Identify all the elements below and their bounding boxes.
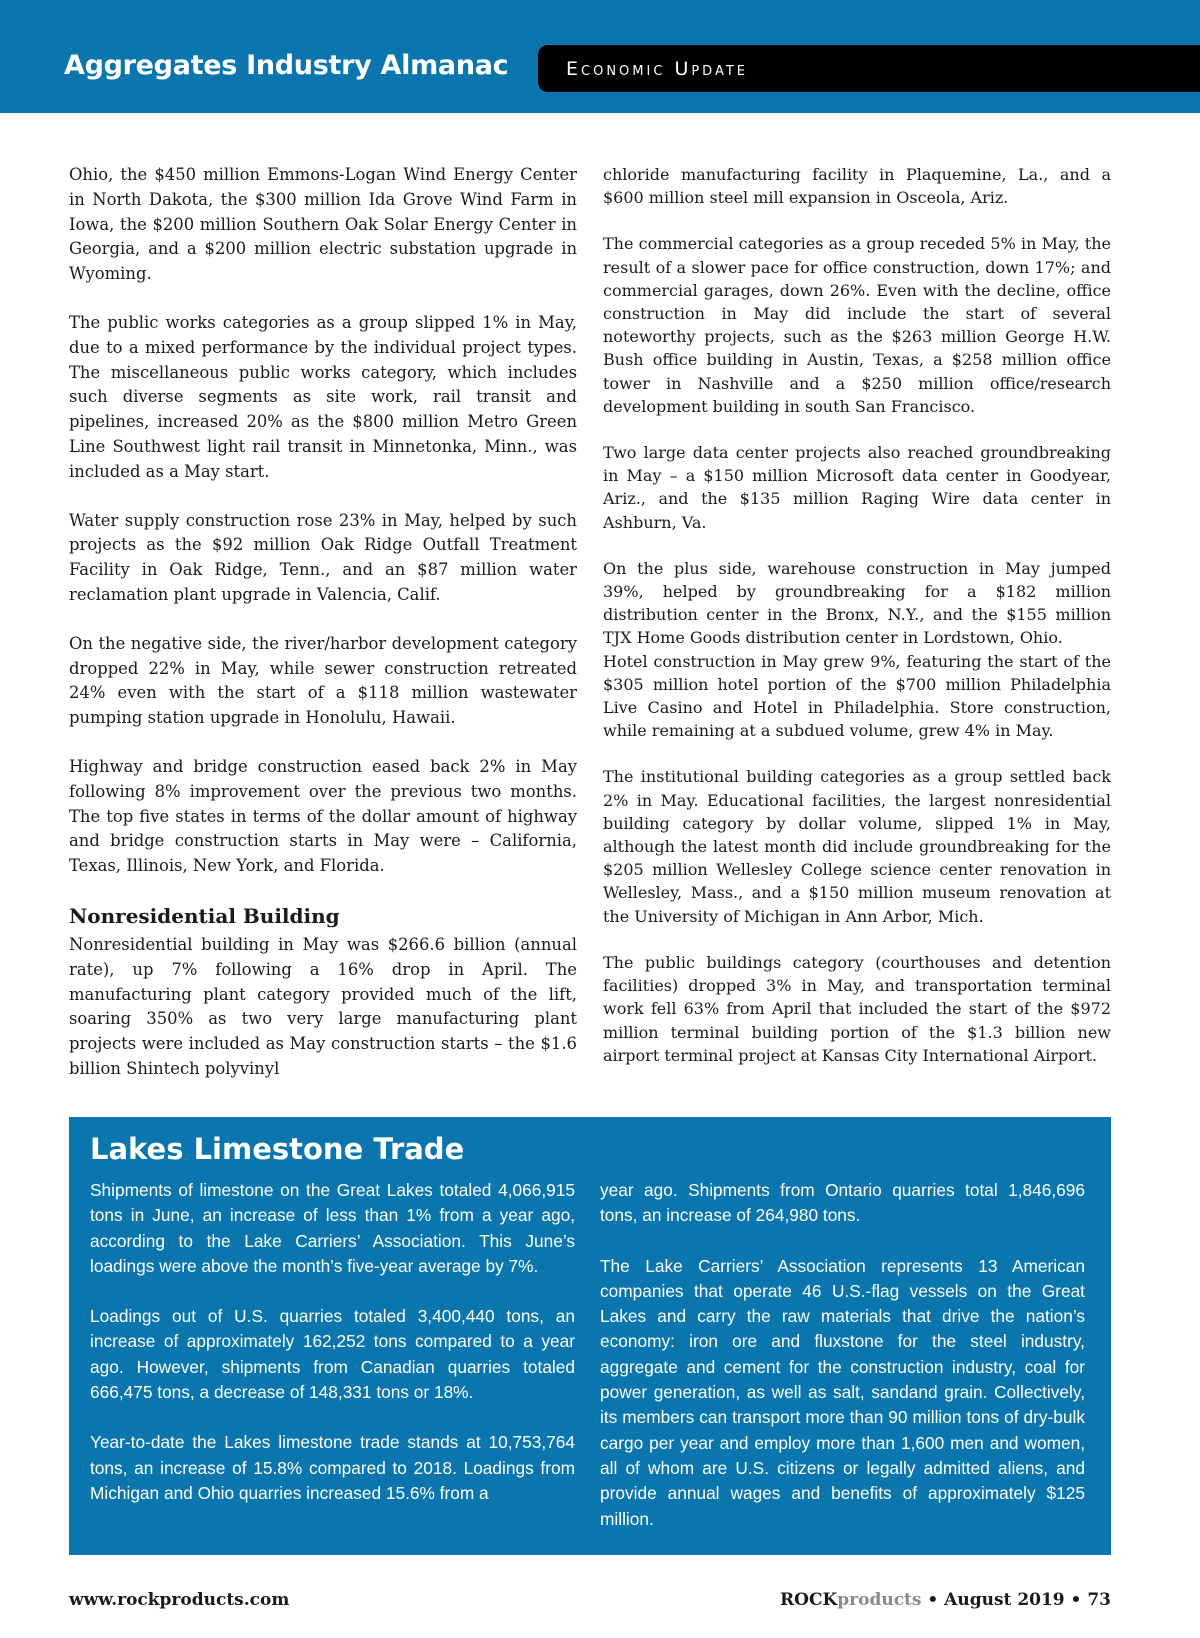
brand-rock: ROCK — [780, 1590, 838, 1610]
section-label: Economic Update — [566, 58, 749, 80]
footer-folio — [780, 1590, 1111, 1610]
sidebar-box — [69, 1117, 1111, 1555]
article-paragraph: The public buildings category (courthouses and detention facilities) dropped 3% in May, and transportation terminal work fell 63% from April that included the start of the $972 million terminal building portion of the $1.3 billion new airport terminal project at Kansas City International Airport. — [603, 952, 1111, 1065]
article-paragraph: The institutional building categories as a group settled back 2% in May. Educational facilities, the largest nonresidential building category by dollar volume, slipped 1% in May, although the latest month did include groundbreaking for the $205 million Wellesley College science center renovation in Wellesley, Mass., and a $150 million museum renovation at the University of Michigan in Ann Arbor, Mich. — [603, 767, 1111, 926]
sidebar-paragraph: Loadings out of U.S. quarries totaled 3,400,440 tons, an increase of approximately 162,252 tons compared to a year ago. However, shipments from Canadian quarries totaled 666,475 tons, a decrease of 148,331 tons or 18%. — [90, 1306, 575, 1403]
page-header — [0, 0, 1200, 113]
sidebar-paragraph: Shipments of limestone on the Great Lakes totaled 4,066,915 tons in June, an increase of less than 1% from a year ago, according to the Lake Carriers’ Association. This June’s loadings were above the month’s five-year average by 7%. — [90, 1180, 575, 1276]
sidebar-paragraph: Year-to-date the Lakes limestone trade stands at 10,753,764 tons, an increase of 15.8% compared to 2018. Loadings from Michigan and Ohio quarries increased 15.6% from a — [90, 1432, 575, 1503]
almanac-title: Aggregates Industry Almanac — [64, 50, 509, 81]
article-paragraph: Water supply construction rose 23% in May, helped by such projects as the $92 million Oak Ridge Outfall Treatment Facility in Oak Ridge, Tenn., and an $87 million water reclamation plant upgrade in Valencia, Calif. — [69, 510, 577, 604]
article-paragraph: The commercial categories as a group receded 5% in May, the result of a slower pace for office construction, down 17%; and commercial garages, down 26%. Even with the decline, office construction in May did include the start of several noteworthy projects, such as the $263 million George H.W. Bush office building in Austin, Texas, a $258 million office tower in Nashville and a $250 million office/research development building in south San Francisco. — [603, 234, 1111, 416]
article-paragraph: chloride manufacturing facility in Plaquemine, La., and a $600 million steel mill expansion in Osceola, Ariz. — [603, 165, 1111, 208]
article-paragraph: Hotel construction in May grew 9%, featuring the start of the $305 million hotel portion of the $700 million Philadelphia Live Casino and Hotel in Philadelphia. Store construction, while remaining at a subdued volume, grew 4% in May. — [603, 651, 1111, 741]
footer-website[interactable]: www.rockproducts.com — [69, 1590, 290, 1610]
sidebar-paragraph: The Lake Carriers’ Association represents 13 American companies that operate 46 U.S.-flag vessels on the Great Lakes and carry the raw materials that drive the nation’s economy: iron ore and fluxstone for the steel industry, aggregate and cement for the construction industry, coal for power generation, as well as salt, sandand grain. Collectively, its members can transport more than 90 million tons of dry-bulk cargo per year and employ more than 1,600 men and women, all of whom are U.S. citizens or legally admitted aliens, and provide annual wages and benefits of approximately $125 million. — [600, 1255, 1085, 1529]
sidebar-column-right — [600, 1178, 1085, 1557]
article-column-right — [603, 163, 1111, 1067]
article-paragraph: On the plus side, warehouse construction in May jumped 39%, helped by groundbreaking for a $182 million distribution center in the Bronx, N.Y., and the $155 million TJX Home Goods distribution center in Lordstown, Ohio. — [603, 558, 1111, 648]
sidebar-column-left — [90, 1178, 575, 1531]
article-paragraph: On the negative side, the river/harbor development category dropped 22% in May, while sewer construction retreated 24% even with the start of a $118 million wastewater pumping station upgrade in Honolulu, Hawaii. — [69, 633, 577, 728]
article-paragraph: Ohio, the $450 million Emmons-Logan Wind Energy Center in North Dakota, the $300 million Ida Grove Wind Farm in Iowa, the $200 million Southern Oak Solar Energy Center in Georgia, and a $200 million electric substation upgrade in Wyoming. — [69, 165, 577, 284]
article-paragraph: Highway and bridge construction eased back 2% in May following 8% improvement over the previous two months. The top five states in terms of the dollar amount of highway and bridge construction starts in May were – California, Texas, Illinois, New York, and Florida. — [69, 756, 577, 876]
brand-products: products — [837, 1590, 922, 1610]
article-paragraph: Nonresidential building in May was $266.6 billion (annual rate), up 7% following a 16% drop in April. The manufacturing plant category provided much of the lift, soaring 350% as two very large manufacturing plant projects were included as May construction starts – the $1.6 billion Shintech polyvinyl — [69, 934, 577, 1078]
issue-and-page: • August 2019 • 73 — [921, 1590, 1111, 1610]
article-paragraph: The public works categories as a group slipped 1% in May, due to a mixed performance by the individual project types. The miscellaneous public works category, which includes such diverse segments as site work, rail transit and pipelines, increased 20% as the $800 million Metro Green Line Southwest light rail transit in Minnetonka, Minn., was included as a May start. — [69, 312, 577, 481]
section-subhead: Nonresidential Building — [69, 903, 340, 928]
section-tab — [538, 45, 1200, 92]
article-column-left — [69, 163, 577, 1082]
sidebar-title: Lakes Limestone Trade — [90, 1132, 465, 1166]
article-paragraph: Two large data center projects also reached groundbreaking in May – a $150 million Microsoft data center in Goodyear, Ariz., and the $135 million Raging Wire data center in Ashburn, Va. — [603, 443, 1111, 532]
sidebar-paragraph: year ago. Shipments from Ontario quarries total 1,846,696 tons, an increase of 264,980 tons. — [600, 1180, 1085, 1226]
